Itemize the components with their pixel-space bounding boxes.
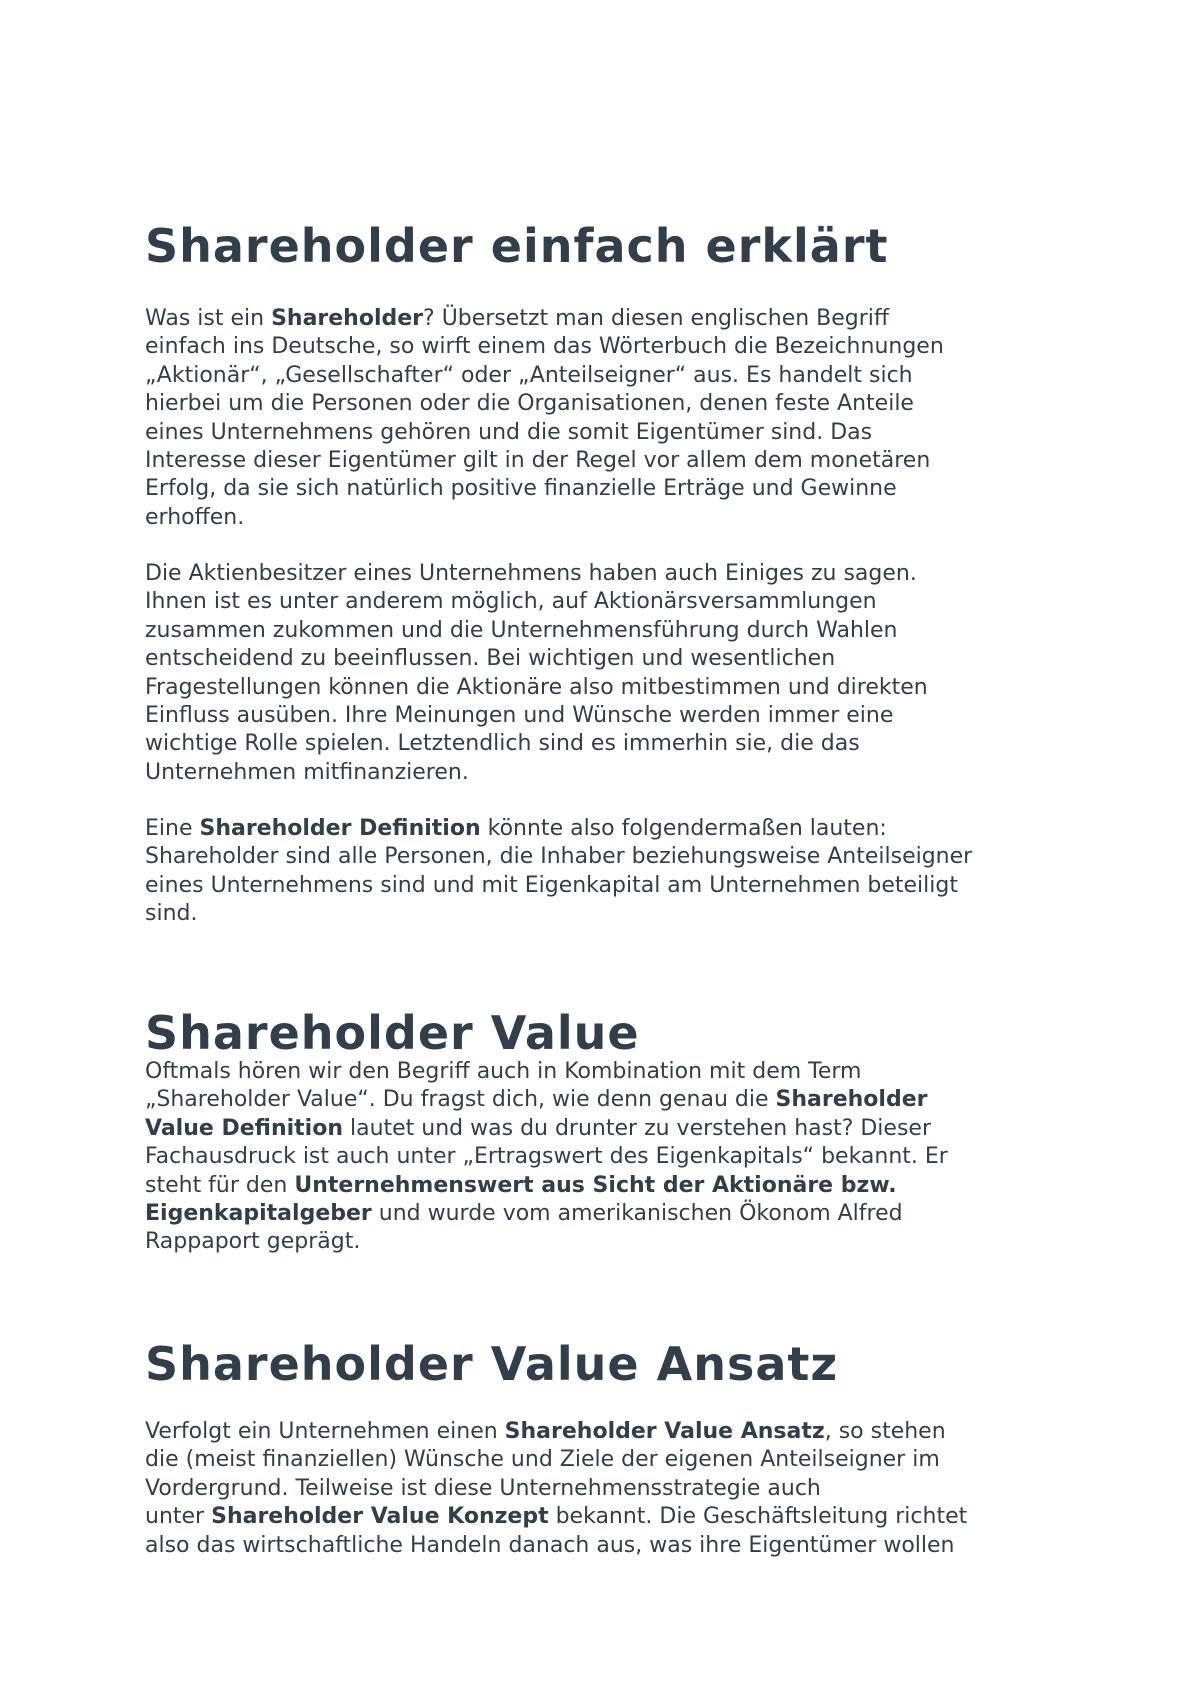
text-line bbox=[145, 305, 944, 333]
text-line bbox=[145, 872, 972, 900]
text-run: lautet und was du drunter zu verstehen hast? Dieser bbox=[342, 1115, 932, 1141]
text-run: erhoffen. bbox=[145, 504, 245, 530]
text-run: hierbei um die Personen oder die Organisationen, denen feste Anteile bbox=[145, 391, 914, 417]
text-run: „Aktionär“, „Gesellschafter“ oder „Anteilseigner“ aus. Es handelt sich bbox=[145, 362, 913, 388]
text-run: Einfluss ausüben. Ihre Meinungen und Wünsche werden immer eine bbox=[145, 703, 894, 729]
text-run: eines Unternehmens gehören und die somit Eigentümer sind. Das bbox=[145, 419, 873, 445]
text-line bbox=[145, 1058, 948, 1086]
heading-shareholder-value-ansatz: Shareholder Value Ansatz bbox=[145, 1337, 839, 1391]
text-run: Was ist ein bbox=[145, 306, 272, 331]
text-run: , so stehen bbox=[824, 1419, 946, 1444]
text-run: sind. bbox=[145, 901, 198, 927]
text-line bbox=[145, 1532, 967, 1560]
text-run: Oftmals hören wir den Begriff auch in Kombination mit dem Term bbox=[145, 1059, 862, 1084]
text-run: zusammen zukommen und die Unternehmensführung durch Wahlen bbox=[145, 617, 898, 643]
text-run: Unternehmen mitfinanzieren. bbox=[145, 759, 469, 785]
text-line bbox=[145, 645, 928, 673]
text-run: bekannt. Die Geschäftsleitung richtet bbox=[548, 1504, 968, 1530]
text-line bbox=[145, 674, 928, 702]
text-line bbox=[145, 900, 972, 928]
text-run: einfach ins Deutsche, so wirft einem das Wörterbuch die Bezeichnungen bbox=[145, 334, 944, 360]
text-line bbox=[145, 730, 928, 758]
bold-term: Eigenkapitalgeber bbox=[145, 1201, 372, 1227]
text-run: Die Aktienbesitzer eines Unternehmens haben auch Einiges zu sagen. bbox=[145, 561, 917, 586]
text-run: steht für den bbox=[145, 1172, 295, 1198]
bold-term: Shareholder Definition bbox=[199, 816, 481, 841]
text-line bbox=[145, 447, 944, 475]
text-run: entscheidend zu beeinflussen. Bei wichtigen und wesentlichen bbox=[145, 646, 836, 672]
bold-term: Shareholder Value Ansatz bbox=[504, 1419, 825, 1444]
text-line bbox=[145, 1475, 967, 1503]
heading-shareholder-value: Shareholder Value bbox=[145, 1006, 640, 1060]
text-line bbox=[145, 588, 928, 616]
text-line bbox=[145, 1503, 967, 1531]
text-line bbox=[145, 759, 928, 787]
text-line bbox=[145, 1172, 948, 1200]
paragraph bbox=[145, 305, 944, 532]
heading-shareholder-einfach-erklaert: Shareholder einfach erklärt bbox=[145, 219, 889, 273]
text-line bbox=[145, 1228, 948, 1256]
bold-term: Shareholder bbox=[271, 306, 424, 331]
text-line bbox=[145, 1418, 967, 1446]
text-line bbox=[145, 1143, 948, 1171]
paragraph bbox=[145, 560, 928, 787]
text-run: und wurde vom amerikanischen Ökonom Alfred bbox=[371, 1201, 903, 1227]
text-run: Fachausdruck ist auch unter „Ertragswert des Eigenkapitals“ bekannt. Er bbox=[145, 1144, 948, 1170]
text-line bbox=[145, 504, 944, 532]
text-run: unter bbox=[145, 1504, 212, 1530]
text-run: Eine bbox=[145, 816, 200, 841]
paragraph bbox=[145, 815, 972, 929]
text-run: ? Übersetzt man diesen englischen Begriff bbox=[423, 306, 890, 331]
text-run: Vordergrund. Teilweise ist diese Unternehmensstrategie auch bbox=[145, 1475, 821, 1501]
text-line bbox=[145, 419, 944, 447]
text-run: könnte also folgendermaßen lauten: bbox=[480, 816, 887, 841]
text-run: wichtige Rolle spielen. Letztendlich sind es immerhin sie, die das bbox=[145, 731, 860, 757]
text-line bbox=[145, 475, 944, 503]
text-run: Fragestellungen können die Aktionäre also mitbestimmen und direkten bbox=[145, 674, 928, 700]
text-run: Rappaport geprägt. bbox=[145, 1229, 361, 1255]
text-line bbox=[145, 333, 944, 361]
text-line bbox=[145, 843, 972, 871]
text-run: Verfolgt ein Unternehmen einen bbox=[145, 1419, 505, 1444]
paragraph bbox=[145, 1418, 967, 1560]
text-run: Erfolg, da sie sich natürlich positive finanzielle Erträge und Gewinne bbox=[145, 476, 897, 502]
text-run: eines Unternehmens sind und mit Eigenkapital am Unternehmen beteiligt bbox=[145, 872, 958, 898]
paragraph bbox=[145, 1058, 948, 1257]
text-run: die (meist finanziellen) Wünsche und Ziele der eigenen Anteilseigner im bbox=[145, 1447, 940, 1473]
text-line bbox=[145, 1200, 948, 1228]
text-line bbox=[145, 560, 928, 588]
text-line bbox=[145, 1115, 948, 1143]
text-run: Shareholder sind alle Personen, die Inhaber beziehungsweise Anteilseigner bbox=[145, 844, 973, 870]
text-run: also das wirtschaftliche Handeln danach aus, was ihre Eigentümer wollen bbox=[145, 1532, 955, 1558]
text-run: „Shareholder Value“. Du fragst dich, wie denn genau die bbox=[145, 1087, 776, 1113]
bold-term: Unternehmenswert aus Sicht der Aktionäre bzw. bbox=[294, 1172, 897, 1198]
bold-term: Value Definition bbox=[145, 1115, 343, 1141]
text-line bbox=[145, 617, 928, 645]
text-line bbox=[145, 702, 928, 730]
text-line bbox=[145, 1446, 967, 1474]
bold-term: Shareholder bbox=[775, 1087, 928, 1113]
text-line bbox=[145, 815, 972, 843]
text-run: Ihnen ist es unter anderem möglich, auf Aktionärsversammlungen bbox=[145, 589, 877, 615]
text-line bbox=[145, 362, 944, 390]
text-run: Interesse dieser Eigentümer gilt in der Regel vor allem dem monetären bbox=[145, 448, 931, 474]
bold-term: Shareholder Value Konzept bbox=[211, 1504, 549, 1530]
text-line bbox=[145, 390, 944, 418]
text-line bbox=[145, 1086, 948, 1114]
